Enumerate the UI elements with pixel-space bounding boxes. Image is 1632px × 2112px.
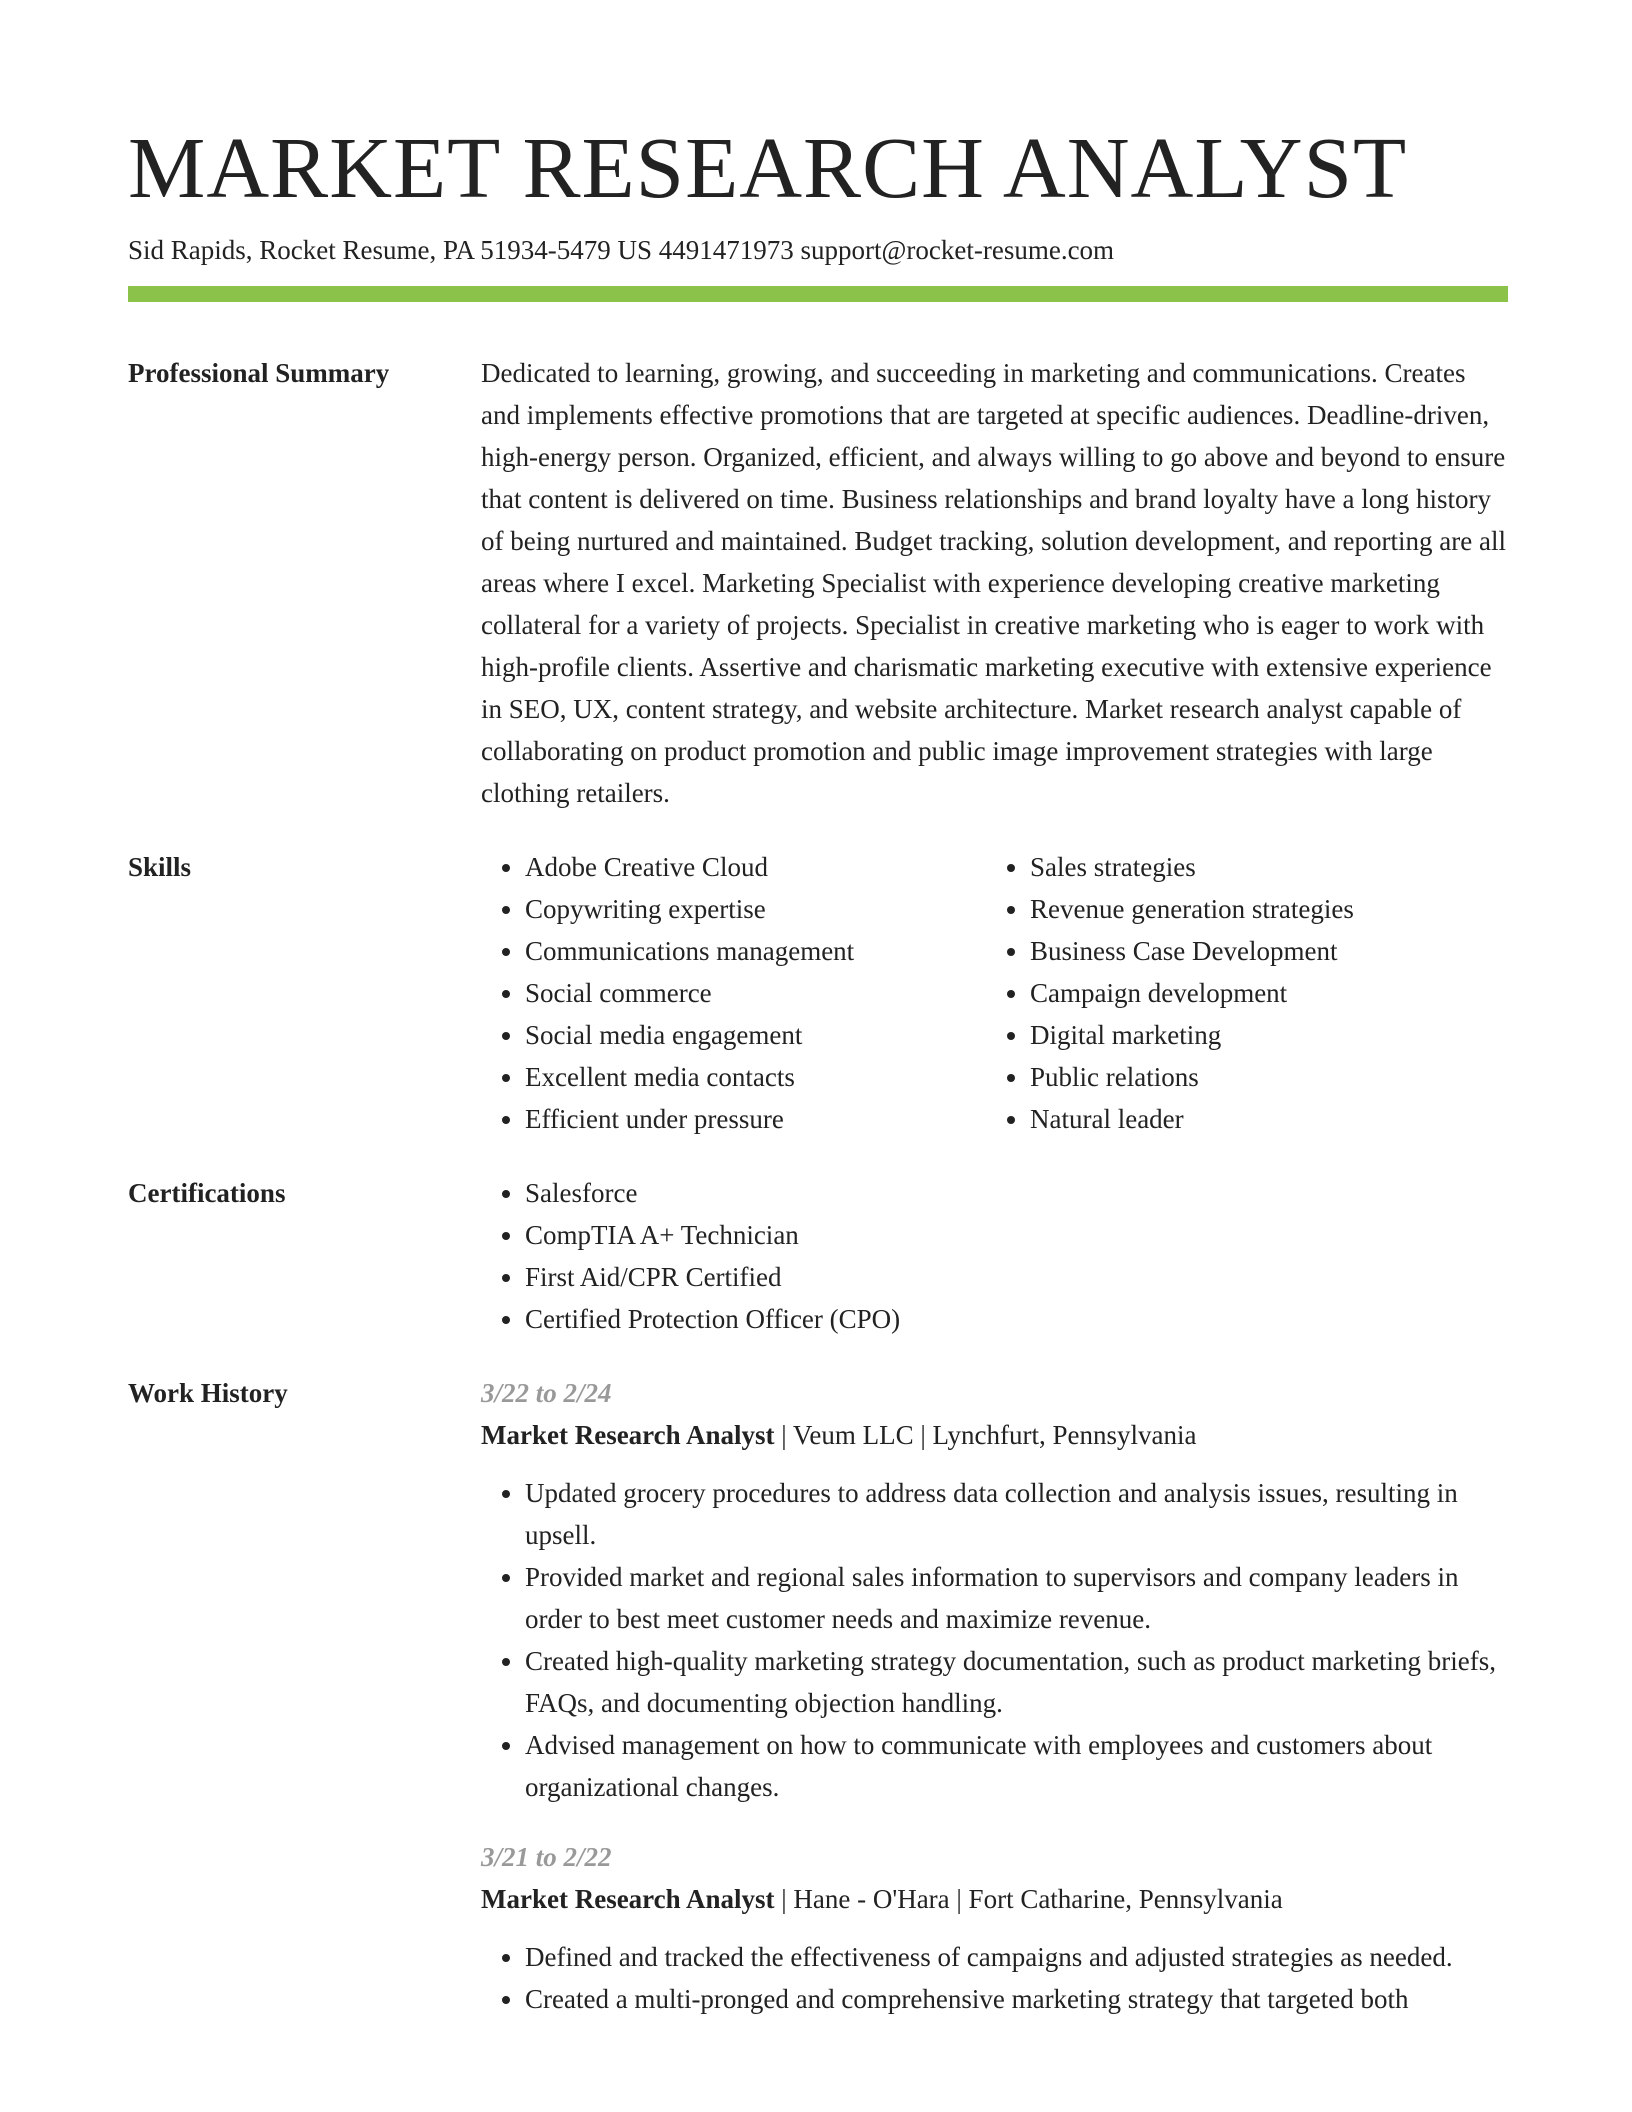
skill-item: • Revenue generation strategies bbox=[1030, 888, 1491, 930]
skill-item: • Social media engagement bbox=[525, 1014, 986, 1056]
resume-title: MARKET RESEARCH ANALYST bbox=[128, 119, 1408, 216]
job-bullet: • Defined and tracked the effectiveness of campaigns and adjusted strategies as needed. bbox=[525, 1936, 1508, 1978]
section-body bbox=[481, 1172, 1508, 1340]
section-label: Skills bbox=[128, 852, 192, 882]
certification-item: • Salesforce bbox=[525, 1172, 1508, 1214]
skills-list-left bbox=[481, 846, 986, 1140]
certifications-list bbox=[481, 1172, 1508, 1340]
resume-sections bbox=[128, 352, 1508, 2048]
skill-item: • Communications management bbox=[525, 930, 986, 972]
section-label: Work History bbox=[128, 1378, 288, 1408]
job-bullet: • Advised management on how to communicate with employees and customers about organizational changes. bbox=[525, 1724, 1508, 1808]
skill-item: • Campaign development bbox=[1030, 972, 1491, 1014]
skill-item: • Social commerce bbox=[525, 972, 986, 1014]
section-skills bbox=[128, 846, 1508, 1140]
job-dates: 3/21 to 2/22 bbox=[481, 1842, 612, 1872]
section-professional-summary bbox=[128, 352, 1508, 814]
section-work-history bbox=[128, 1372, 1508, 2048]
job-entry bbox=[481, 1372, 1508, 1808]
certification-item: • Certified Protection Officer (CPO) bbox=[525, 1298, 1508, 1340]
skill-item: • Excellent media contacts bbox=[525, 1056, 986, 1098]
section-label: Certifications bbox=[128, 1178, 286, 1208]
skill-item: • Natural leader bbox=[1030, 1098, 1491, 1140]
skills-list-right bbox=[986, 846, 1491, 1140]
job-title-line bbox=[481, 1878, 1508, 1920]
job-details: | Veum LLC | Lynchfurt, Pennsylvania bbox=[774, 1420, 1197, 1450]
accent-rule bbox=[128, 286, 1508, 302]
job-bullet: • Created a multi-pronged and comprehensive marketing strategy that targeted both bbox=[525, 1978, 1508, 2020]
skill-item: • Copywriting expertise bbox=[525, 888, 986, 930]
certification-item: • First Aid/CPR Certified bbox=[525, 1256, 1508, 1298]
section-certifications bbox=[128, 1172, 1508, 1340]
job-bullets bbox=[481, 1472, 1508, 1808]
job-title: Market Research Analyst bbox=[481, 1420, 775, 1450]
section-body bbox=[481, 1372, 1508, 2048]
skill-item: • Public relations bbox=[1030, 1056, 1491, 1098]
skills-grid bbox=[481, 846, 1508, 1140]
skill-item: • Efficient under pressure bbox=[525, 1098, 986, 1140]
job-title: Market Research Analyst bbox=[481, 1884, 775, 1914]
job-bullet: • Created high-quality marketing strategy documentation, such as product marketing briefs, FAQs, and documenting objection handling. bbox=[525, 1640, 1508, 1724]
skill-item: • Sales strategies bbox=[1030, 846, 1491, 888]
certification-item: • CompTIA A+ Technician bbox=[525, 1214, 1508, 1256]
job-title-line bbox=[481, 1414, 1508, 1456]
contact-line: Sid Rapids, Rocket Resume, PA 51934-5479 US 4491471973 support@rocket-resume.com bbox=[128, 235, 1115, 265]
skill-item: • Adobe Creative Cloud bbox=[525, 846, 986, 888]
job-bullet: • Updated grocery procedures to address data collection and analysis issues, resulting in upsell. bbox=[525, 1472, 1508, 1556]
job-bullets bbox=[481, 1936, 1508, 2020]
job-bullet: • Provided market and regional sales information to supervisors and company leaders in order to best meet customer needs and maximize revenue. bbox=[525, 1556, 1508, 1640]
job-entry bbox=[481, 1836, 1508, 2020]
section-body bbox=[481, 352, 1508, 814]
skill-item: • Digital marketing bbox=[1030, 1014, 1491, 1056]
summary-text: Dedicated to learning, growing, and succeeding in marketing and communications. Creates and implements effective promotions that are targeted at specific audiences. Deadline-driven, high-energy person. Organized, efficient, and always willing to go above and beyond to ensure that content is delivered on time. Business relationships and brand loyalty have a long history of being nurtured and maintained. Budget tracking, solution development, and reporting are all areas where I excel. Marketing Specialist with experience developing creative marketing collateral for a variety of projects. Specialist in creative marketing who is eager to work with high-profile clients. Assertive and charismatic marketing executive with extensive experience in SEO, UX, content strategy, and website architecture. Market research analyst capable of collaborating on product promotion and public image improvement strategies with large clothing retailers. bbox=[481, 358, 1506, 808]
job-details: | Hane - O'Hara | Fort Catharine, Pennsylvania bbox=[774, 1884, 1283, 1914]
section-label: Professional Summary bbox=[128, 358, 390, 388]
job-dates: 3/22 to 2/24 bbox=[481, 1378, 612, 1408]
skill-item: • Business Case Development bbox=[1030, 930, 1491, 972]
